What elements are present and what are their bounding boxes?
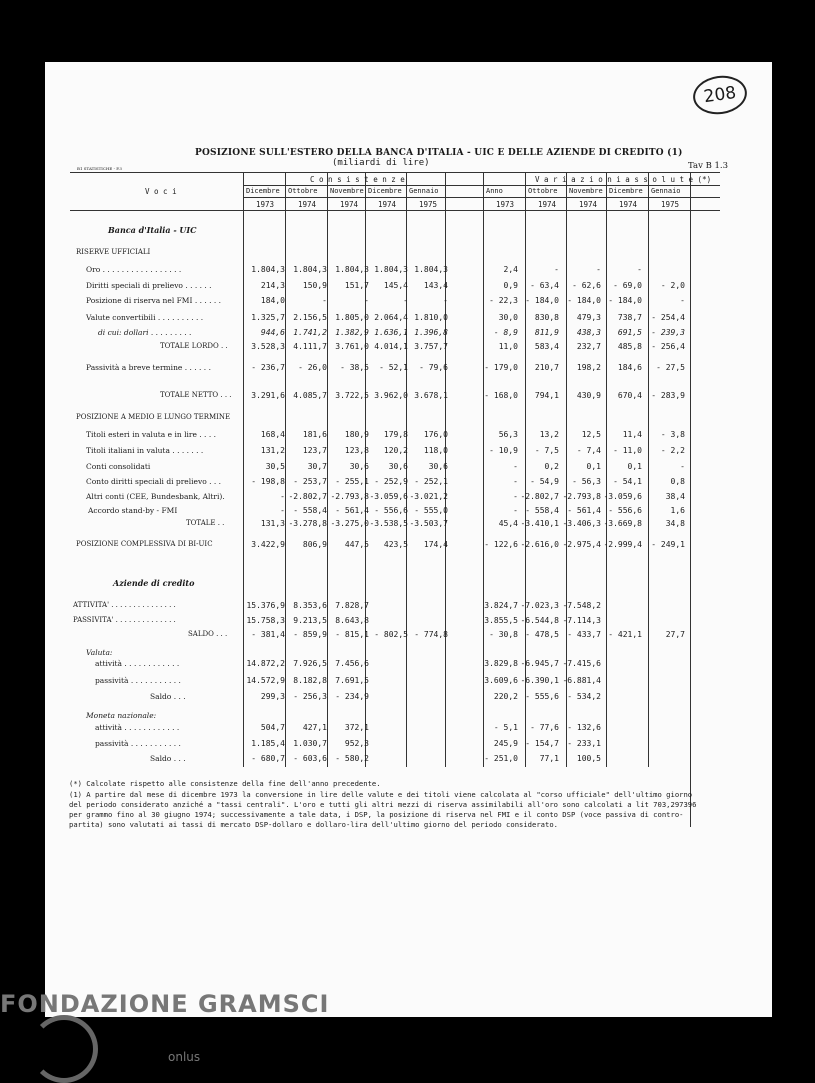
table-cell: 423,5 [383,540,408,549]
table-cell: 944,6 [260,328,285,337]
table-cell: - 132,6 [567,723,601,732]
row-label: Titoli italiani in valuta . . . . . . . [86,446,204,455]
row-label: POSIZIONE A MEDIO E LUNGO TERMINE [76,413,231,421]
watermark-brand: FONDAZIONE GRAMSCI [0,990,330,1018]
table-cell: 180,9 [344,430,369,439]
row-label: SALDO . . . [188,630,228,638]
table-cell: -3.278,8 [288,519,327,528]
row-label: TOTALE LORDO . . [160,342,228,350]
column-rule [243,172,244,767]
row-label: POSIZIONE COMPLESSIVA DI BI-UIC [76,540,213,548]
table-cell: - 22,3 [489,296,518,305]
row-label: Valuta: [86,648,113,657]
table-cell: 131,3 [260,519,285,528]
table-cell: 131,2 [260,446,285,455]
table-cell: - [280,492,285,501]
table-cell: 11,0 [498,342,518,351]
table-cell: -2.793,8 [330,492,369,501]
table-cell: - 815,1 [335,630,369,639]
table-cell: 30,6 [349,462,369,471]
row-label: Aziende di credito [113,578,195,588]
table-cell: - 236,7 [251,363,285,372]
table-cell: - 381,4 [251,630,285,639]
row-label: Conto diritti speciali di prelievo . . . [86,477,222,486]
table-cell: 30,7 [307,462,327,471]
table-cell: - 255,1 [335,477,369,486]
document-subtitle: (miliardi di lire) [332,158,430,168]
table-cell: - 283,9 [651,391,685,400]
table-cell: -3.538,5 [369,519,408,528]
table-cell: 198,2 [576,363,601,372]
table-cell: - 252,1 [414,477,448,486]
table-cell: 3.291,6 [251,391,285,400]
column-rule [690,172,691,827]
table-cell: 184,0 [260,296,285,305]
table-cell: 3.678,1 [414,391,448,400]
table-cell: 181,6 [302,430,327,439]
table-cell: - 5,1 [493,723,518,732]
table-cell: 1.805,0 [335,313,369,322]
table-cell: - 249,1 [651,540,685,549]
table-cell: 1.325,7 [251,313,285,322]
table-cell: -2.999,4 [603,540,642,549]
table-cell: 56,3 [498,430,518,439]
header-voci: V o c i [145,187,177,196]
header-year: 1975 [661,200,680,209]
table-cell: 245,9 [493,739,518,748]
table-cell: - 256,3 [293,692,327,701]
table-cell: - 478,5 [525,630,559,639]
table-cell: -3.406,3 [562,519,601,528]
row-label: Passività a breve termine . . . . . . [86,363,211,372]
table-cell: 123,7 [302,446,327,455]
row-label: Diritti speciali di prelievo . . . . . . [86,281,212,290]
table-cell: - 433,7 [567,630,601,639]
row-label: Banca d'Italia - UIC [108,225,197,235]
table-cell: - [637,265,642,274]
table-cell: 14.872,2 [246,659,285,668]
table-cell: 7.691,5 [335,676,369,685]
table-cell: -2.975,4 [562,540,601,549]
table-cell: - 54,1 [613,477,642,486]
table-cell: 3.609,6 [484,676,518,685]
table-cell: 184,6 [617,363,642,372]
table-cell: - 252,9 [374,477,408,486]
table-cell: 830,8 [534,313,559,322]
table-cell: - [680,462,685,471]
table-cell: 7.828,7 [335,601,369,610]
table-cell: - 79,6 [419,363,448,372]
column-rule [285,172,286,767]
table-cell: - 254,4 [651,313,685,322]
table-cell: 174,4 [423,540,448,549]
table-cell: 30,6 [388,462,408,471]
table-cell: -3.059,6 [369,492,408,501]
table-cell: -7.548,2 [562,601,601,610]
table-cell: 27,7 [665,630,685,639]
table-cell: 2.156,5 [293,313,327,322]
header-month: Gennaio [651,187,681,195]
footnote-line: (*) Calcolate rispetto alle consistenze della fine dell'anno precedente. [69,779,381,788]
table-cell: 100,5 [576,754,601,763]
table-code: Tav B 1.3 [688,161,729,171]
footnote-line: (1) A partire dal mese di dicembre 1973 la conversione in lire delle valute e dei titoli viene calcolata al "corso ufficiale" dell'ultimo giorno [69,790,693,799]
table-cell: -2.802,7 [520,492,559,501]
row-label: attività . . . . . . . . . . . . [95,659,180,668]
table-cell: 3.528,3 [251,342,285,351]
table-cell: - 7,4 [576,446,601,455]
table-cell: 4.085,7 [293,391,327,400]
table-cell: - 580,2 [335,754,369,763]
row-label: Saldo . . . [150,754,186,763]
table-cell: 4.014,1 [374,342,408,351]
table-cell: 210,7 [534,363,559,372]
header-month: Dicembre [246,187,280,195]
header-year: 1974 [579,200,598,209]
header-variazioni: V a r i a z i o n i a s s o l u t e (*) [535,175,712,184]
table-cell: - [680,296,685,305]
table-cell: - 8,9 [493,328,518,337]
table-cell: 299,3 [260,692,285,701]
table-cell: 1.804,3 [374,265,408,274]
table-cell: 13,2 [539,430,559,439]
table-cell: 670,4 [617,391,642,400]
table-cell: - 54,9 [530,477,559,486]
document-title: POSIZIONE SULL'ESTERO DELLA BANCA D'ITALIA - UIC E DELLE AZIENDE DI CREDITO (1) [195,148,683,158]
table-cell: - 534,2 [567,692,601,701]
table-cell: - [443,296,448,305]
table-cell: - 421,1 [608,630,642,639]
table-cell: 77,1 [539,754,559,763]
table-cell: -3.669,8 [603,519,642,528]
table-cell: 34,8 [665,519,685,528]
table-cell: - 859,9 [293,630,327,639]
row-label: TOTALE . . [186,519,225,527]
table-cell: 30,0 [498,313,518,322]
table-cell: 806,9 [302,540,327,549]
table-cell: - [554,265,559,274]
table-cell: 8.643,8 [335,616,369,625]
row-label: Accordo stand-by - FMI [88,506,178,515]
table-cell: 1,6 [670,506,685,515]
table-cell: 45,4 [498,519,518,528]
table-cell: 150,9 [302,281,327,290]
row-label: Titoli esteri in valuta e in lire . . . . [86,430,216,439]
header-month: Anno [486,187,503,195]
table-cell: - 680,7 [251,754,285,763]
table-cell: 427,1 [302,723,327,732]
table-cell: - [513,506,518,515]
table-cell: 8.182,8 [293,676,327,685]
table-cell: 1.185,4 [251,739,285,748]
table-cell: 176,0 [423,430,448,439]
table-cell: - 11,0 [613,446,642,455]
table-cell: -2.793,8 [562,492,601,501]
header-year: 1974 [619,200,638,209]
table-cell: 1.804,3 [414,265,448,274]
table-cell: 8.353,6 [293,601,327,610]
table-cell: - 52,1 [379,363,408,372]
table-cell: 3.422,9 [251,540,285,549]
table-cell: 7.926,5 [293,659,327,668]
table-cell: - [596,265,601,274]
table-cell: 447,5 [344,540,369,549]
header-year: 1974 [298,200,317,209]
table-cell: - 198,8 [251,477,285,486]
table-cell: 0,1 [586,462,601,471]
table-cell: - 558,4 [525,506,559,515]
table-cell: - 38,5 [340,363,369,372]
table-cell: - 233,1 [567,739,601,748]
table-cell: 168,4 [260,430,285,439]
table-cell: 9.213,5 [293,616,327,625]
table-cell: 3.761,0 [335,342,369,351]
table-cell: - 62,6 [572,281,601,290]
table-cell: -6.544,8 [520,616,559,625]
table-cell: 479,3 [576,313,601,322]
table-cell: 3.722,5 [335,391,369,400]
row-label: TOTALE NETTO . . . [160,391,232,399]
table-cell: 1.382,9 [335,328,369,337]
row-label: passività . . . . . . . . . . . [95,739,181,748]
table-cell: - 556,6 [374,506,408,515]
table-cell: 179,8 [383,430,408,439]
table-cell: - 558,4 [293,506,327,515]
header-month: Gennaio [409,187,439,195]
row-label: Moneta nazionale: [86,711,157,720]
table-cell: - 774,8 [414,630,448,639]
header-month: Dicembre [368,187,402,195]
row-label: PASSIVITA' . . . . . . . . . . . . . . [73,616,176,624]
row-label: ATTIVITA' . . . . . . . . . . . . . . . [73,601,176,609]
table-cell: 952,3 [344,739,369,748]
table-cell: 145,4 [383,281,408,290]
table-cell: -7.114,3 [562,616,601,625]
header-year: 1974 [378,200,397,209]
table-cell: - 184,0 [525,296,559,305]
header-year: 1975 [419,200,438,209]
table-cell: 38,4 [665,492,685,501]
table-cell: 811,9 [534,328,559,337]
table-cell: 3.962,0 [374,391,408,400]
table-cell: 504,7 [260,723,285,732]
column-rule [327,172,328,767]
table-cell: 232,7 [576,342,601,351]
row-label: Saldo . . . [150,692,186,701]
page-number: 208 [691,72,750,117]
table-cell: - 27,5 [656,363,685,372]
header-year: 1974 [538,200,557,209]
table-cell: 2,4 [503,265,518,274]
table-cell: - 239,3 [651,328,685,337]
table-cell: - 2,0 [660,281,685,290]
table-cell: 30,6 [428,462,448,471]
table-cell: -6.945,7 [520,659,559,668]
row-label: di cui: dollari . . . . . . . . . [98,328,192,337]
table-cell: 1.804,3 [293,265,327,274]
table-cell: -3.059,6 [603,492,642,501]
table-cell: 691,5 [617,328,642,337]
table-cell: 1.741,2 [293,328,327,337]
table-cell: -6.881,4 [562,676,601,685]
table-cell: - 7,5 [534,446,559,455]
row-label: Posizione di riserva nel FMI . . . . . . [86,296,222,305]
table-cell: 794,1 [534,391,559,400]
table-cell: - 168,0 [484,391,518,400]
table-cell: - 69,0 [613,281,642,290]
table-cell: - 556,6 [608,506,642,515]
table-cell: 120,2 [383,446,408,455]
table-cell: 15.758,3 [246,616,285,625]
table-cell: - 234,9 [335,692,369,701]
watermark-logo-icon [30,1015,98,1083]
table-cell: 151,7 [344,281,369,290]
table-cell: - 561,4 [567,506,601,515]
table-cell: - [280,506,285,515]
table-cell: -6.390,1 [520,676,559,685]
table-cell: - 603,6 [293,754,327,763]
row-label: attività . . . . . . . . . . . . [95,723,180,732]
table-cell: 214,3 [260,281,285,290]
table-cell: - 253,7 [293,477,327,486]
table-cell: - [513,477,518,486]
table-cell: 430,9 [576,391,601,400]
table-cell: 15.376,9 [246,601,285,610]
table-cell: -3.503,7 [409,519,448,528]
header-month: Dicembre [609,187,643,195]
table-cell: 485,8 [617,342,642,351]
row-label: Altri conti (CEE, Bundesbank, Altri). [86,492,225,501]
table-cell: - 56,3 [572,477,601,486]
table-cell: 123,8 [344,446,369,455]
row-label: Valute convertibili . . . . . . . . . . [86,313,204,322]
table-cell: 438,3 [576,328,601,337]
table-cell: 1.804,3 [251,265,285,274]
table-cell: - 555,0 [414,506,448,515]
table-cell: -3.410,1 [520,519,559,528]
table-cell: - 122,6 [484,540,518,549]
table-cell: 1.810,0 [414,313,448,322]
table-cell: 1.030,7 [293,739,327,748]
table-cell: 118,0 [423,446,448,455]
table-cell: 372,1 [344,723,369,732]
table-cell: - [513,492,518,501]
archive-mark: B1 STATISTICHE - P.3 [77,166,122,171]
table-cell: 220,2 [493,692,518,701]
table-cell: -7.415,6 [562,659,601,668]
table-cell: - 30,8 [489,630,518,639]
table-cell: - 63,4 [530,281,559,290]
column-rule [606,172,607,767]
header-year: 1973 [496,200,515,209]
table-cell: 1.804,3 [335,265,369,274]
footnote-line: del periodo considerato anziché a "tassi centrali". L'oro e tutti gli altri mezzi di riserva assimilabili all'oro sono calcolati a lit 703,297396 [69,800,697,809]
table-cell: 0,2 [544,462,559,471]
table-cell: - 3,8 [660,430,685,439]
table-cell: - [364,296,369,305]
row-label: passività . . . . . . . . . . . [95,676,181,685]
table-cell: 3.824,7 [484,601,518,610]
table-cell: - [322,296,327,305]
table-cell: 583,4 [534,342,559,351]
table-cell: - 77,6 [530,723,559,732]
table-cell: - 256,4 [651,342,685,351]
header-consistenze: C o n s i s t e n z e [310,175,405,184]
table-cell: -3.021,2 [409,492,448,501]
table-cell: 1.396,8 [414,328,448,337]
header-month: Ottobre [528,187,558,195]
header-year: 1973 [256,200,275,209]
table-cell: - 802,5 [374,630,408,639]
table-cell: - 184,0 [608,296,642,305]
table-cell: 11,4 [622,430,642,439]
header-month: Ottobre [288,187,318,195]
row-label: RISERVE UFFICIALI [76,248,151,256]
table-cell: 14.572,9 [246,676,285,685]
rule-top [70,172,720,173]
table-cell: 1.636,1 [374,328,408,337]
table-cell: - 561,4 [335,506,369,515]
table-cell: 143,4 [423,281,448,290]
table-cell: 0,9 [503,281,518,290]
footnote-line: partita) sono valutati ai tassi di mercato DSP-dollaro e dollaro-lira dell'ultimo giorno del periodo considerato. [69,820,558,829]
table-cell: - [403,296,408,305]
table-cell: - 179,0 [484,363,518,372]
table-cell: - 2,2 [660,446,685,455]
table-cell: - 26,0 [298,363,327,372]
footnote-line: per grammo fino al 30 giugno 1974; successivamente a tale data, i DSP, la posizione di riserva nel FMI e il conto DSP (voce passiva di contro- [69,810,684,819]
table-cell: 4.111,7 [293,342,327,351]
table-cell: 30,5 [265,462,285,471]
table-cell: 3.855,5 [484,616,518,625]
table-cell: 0,1 [627,462,642,471]
table-cell: - 10,9 [489,446,518,455]
table-cell: -2.802,7 [288,492,327,501]
header-month: Novembre [569,187,603,195]
table-cell: - 251,0 [484,754,518,763]
header-month: Novembre [330,187,364,195]
row-label: Conti consolidati [86,462,151,471]
column-rule [648,172,649,767]
table-cell: 12,5 [581,430,601,439]
rule-head-bottom [70,210,720,211]
table-cell: 0,8 [670,477,685,486]
table-cell: 7.456,6 [335,659,369,668]
table-cell: 3.829,8 [484,659,518,668]
table-cell: 3.757,7 [414,342,448,351]
table-cell: -7.023,3 [520,601,559,610]
table-cell: 738,7 [617,313,642,322]
table-cell: -3.275,0 [330,519,369,528]
table-cell: - [513,462,518,471]
table-cell: - 184,0 [567,296,601,305]
row-label: Oro . . . . . . . . . . . . . . . . . [86,265,182,274]
table-cell: 2.064,4 [374,313,408,322]
table-cell: - 555,6 [525,692,559,701]
table-cell: - 154,7 [525,739,559,748]
header-year: 1974 [340,200,359,209]
table-cell: -2.616,0 [520,540,559,549]
watermark-suffix: onlus [168,1050,201,1064]
